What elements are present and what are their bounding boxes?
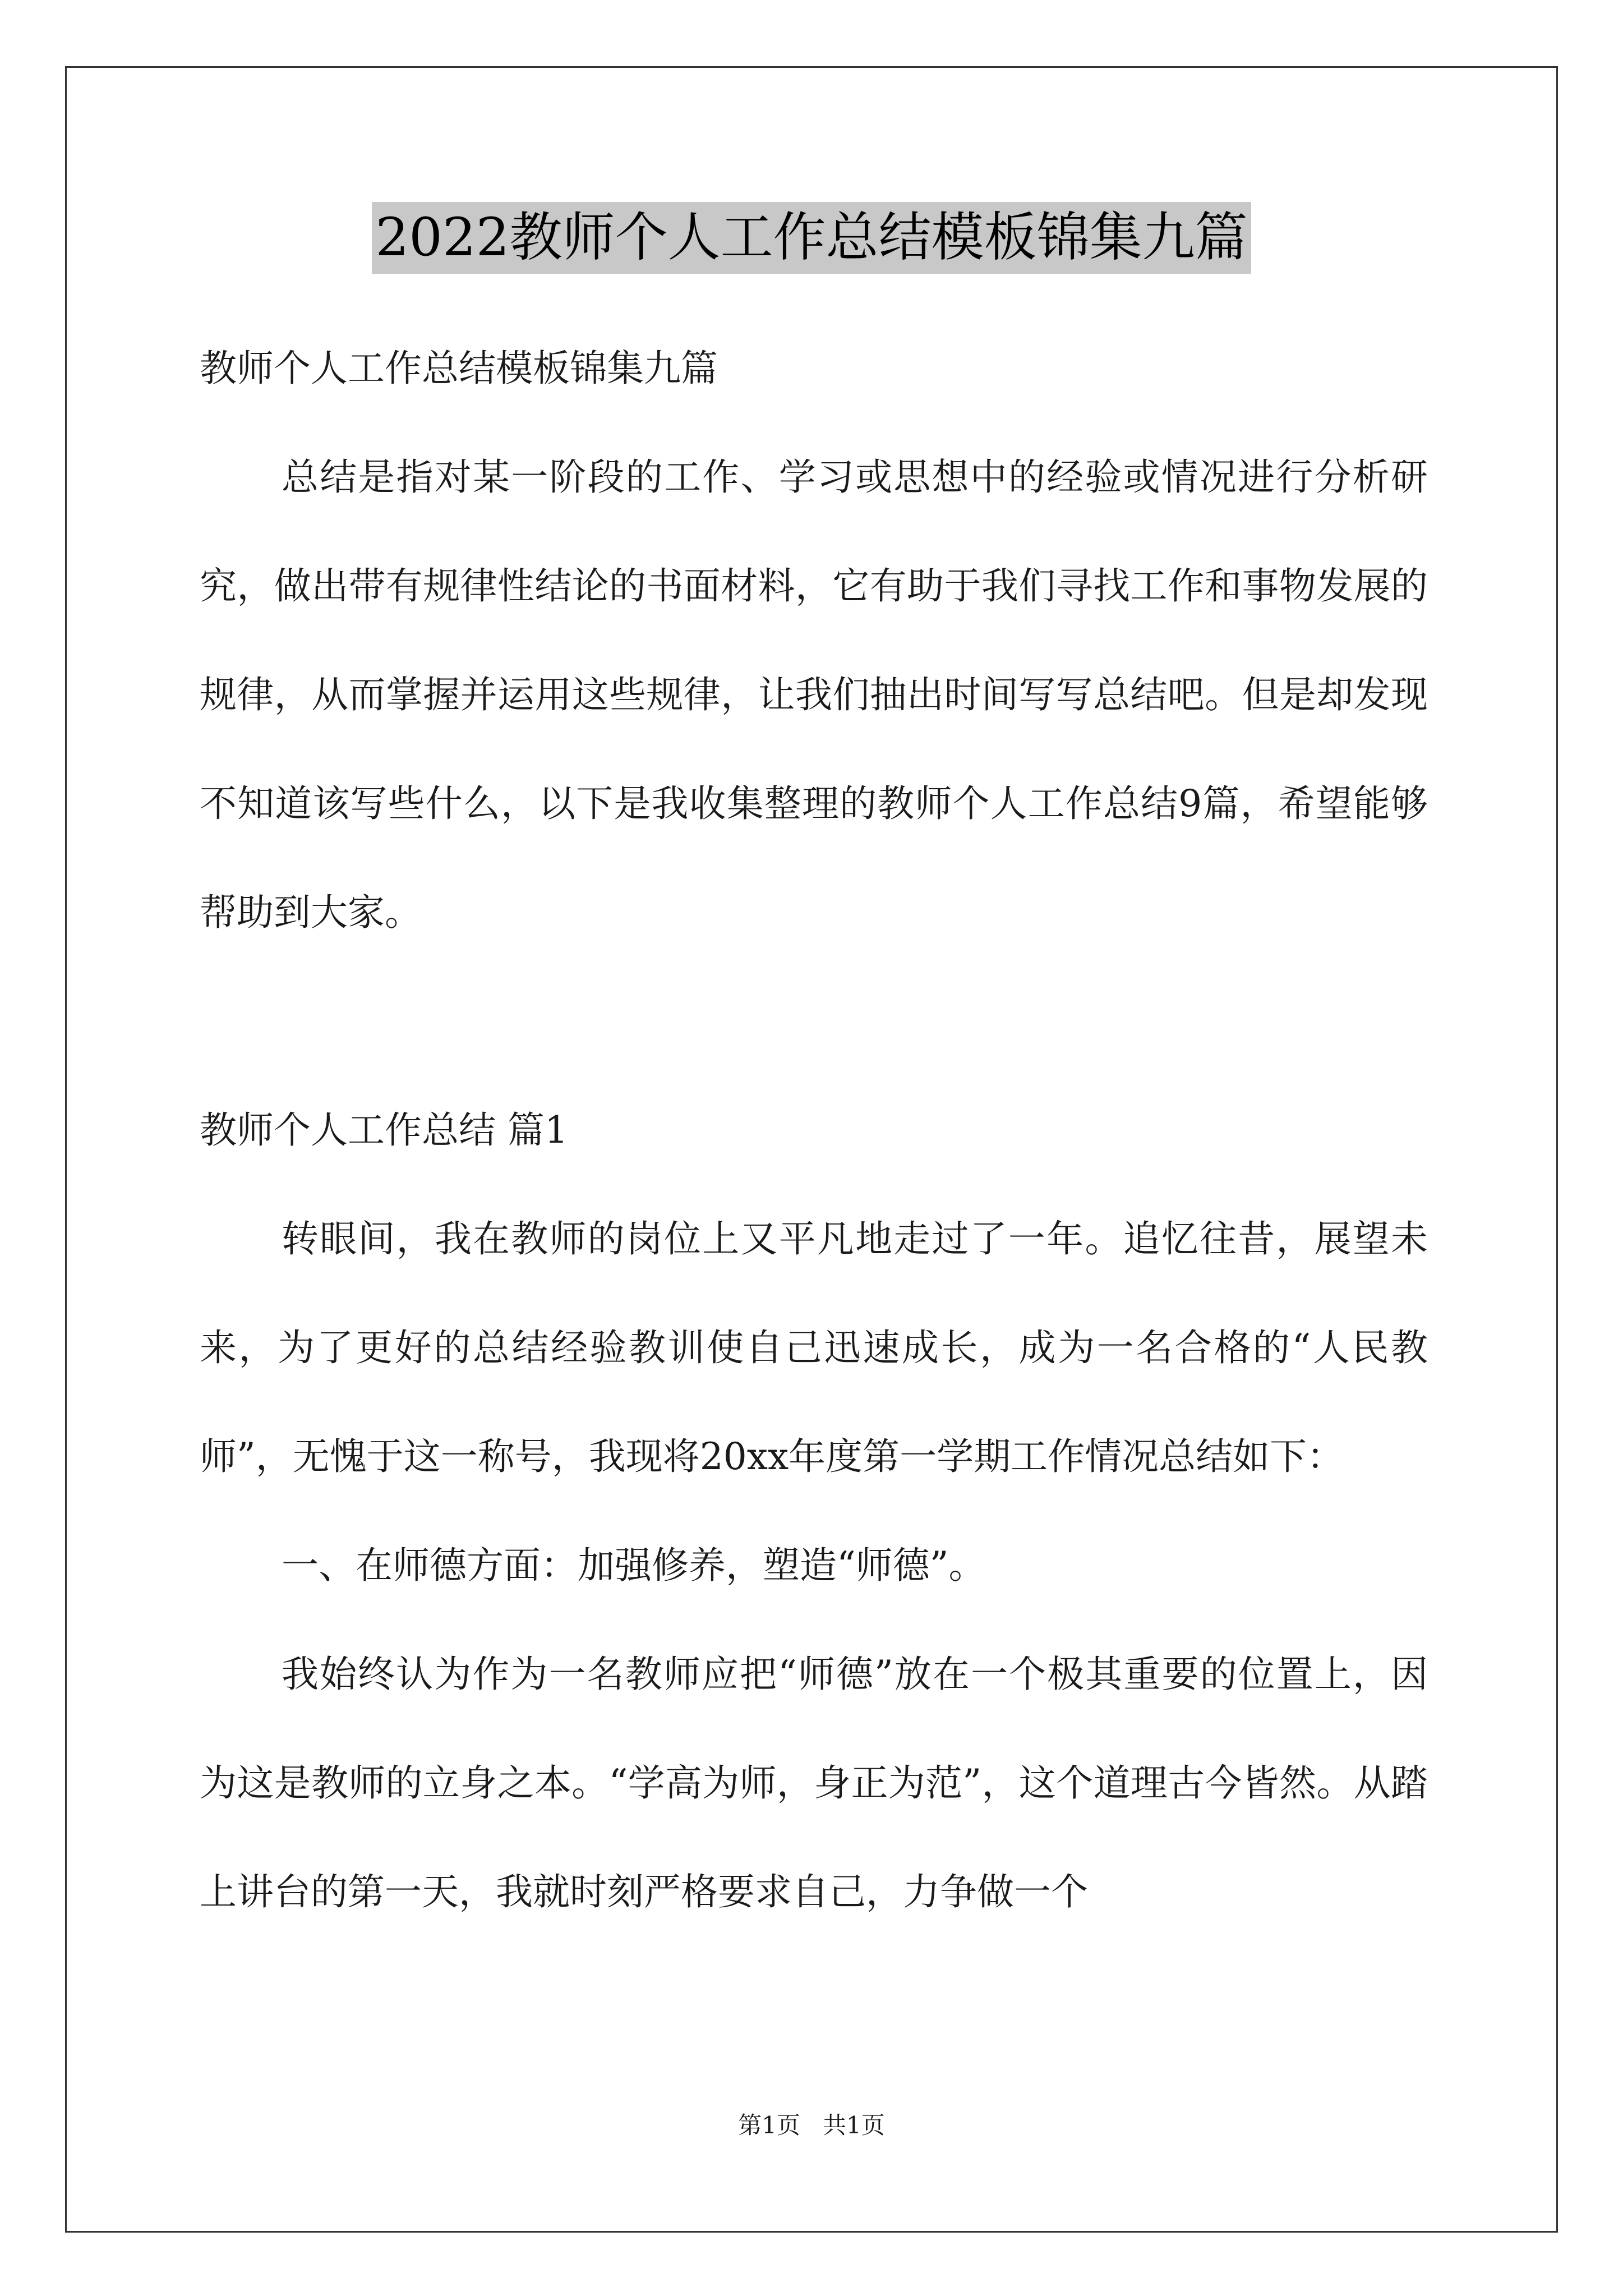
document-title: 2022教师个人工作总结模板锦集九篇 — [372, 202, 1251, 274]
body-paragraph: 一、在师德方面：加强修养，塑造“师德”。 — [282, 1544, 986, 1587]
body-paragraph: 转眼间，我在教师的岗位上又平凡地走过了一年。追忆往昔，展望未来，为了更好的总结经验教训使自己迅速成长，成为一名合格的“人民教师”，无愧于这一称号，我现将20xx年度第一学期工作情况总结如下： — [200, 1217, 1428, 1478]
section-heading: 教师个人工作总结 篇1 — [200, 1108, 568, 1152]
page-footer: 第1页 共1页 — [738, 2111, 885, 2139]
title-container — [0, 202, 1623, 274]
intro-paragraph: 总结是指对某一阶段的工作、学习或思想中的经验或情况进行分析研究，做出带有规律性结论的书面材料，它有助于我们寻找工作和事物发展的规律，从而掌握并运用这些规律，让我们抽出时间写写总结吧。但是却发现不知道该写些什么，以下是我收集整理的教师个人工作总结9篇，希望能够帮助到大家。 — [200, 455, 1428, 934]
document-subtitle: 教师个人工作总结模板锦集九篇 — [200, 347, 718, 390]
body-paragraph: 我始终认为作为一名教师应把“师德”放在一个极其重要的位置上，因为这是教师的立身之本。“学高为师，身正为范”，这个道理古今皆然。从踏上讲台的第一天，我就时刻严格要求自己，力争做一个 — [200, 1653, 1428, 1913]
document-body — [200, 314, 1428, 1947]
section-spacer — [200, 967, 1428, 1076]
